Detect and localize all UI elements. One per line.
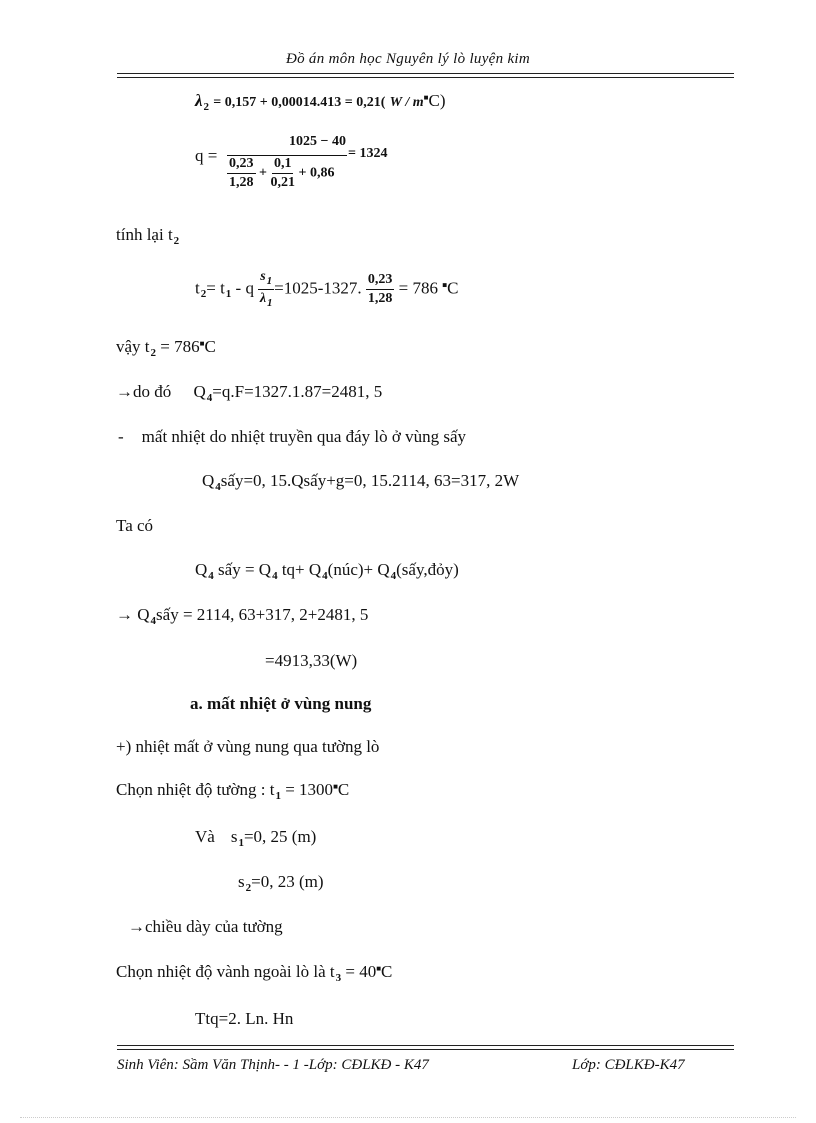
page-bottom-divider (20, 1117, 796, 1118)
q4-result-value: =4913,33(W) (265, 651, 358, 670)
arrow-right-icon: → (116, 382, 133, 401)
thickness-s2: $s_2=0$, 23 (m) (238, 872, 324, 894)
heat-loss-bullet: - mất nhiệt do nhiệt truyền qua đáy lò ở vùng sấy (118, 427, 467, 446)
wall-thickness-label: →chiều dày của tường (128, 917, 283, 936)
arrow-right-icon: → (116, 605, 133, 624)
heat-loss-wall-note: +) nhiệt mất ở vùng nung qua tường lò (116, 737, 380, 756)
t2-formula: $t_2= t_1 - q$ $\frac{s_1}{\lambda_1}$ =1025-1327. $\frac{0,23}{1,28}$ = 786 ■C (195, 269, 459, 309)
ttq-formula: Ttq=2. Ln. Hn (195, 1009, 294, 1028)
ta-co-label: Ta có (116, 516, 154, 535)
choose-t1: Chọn nhiệt độ tường : $t_1 = 1300^■C$ (116, 780, 350, 802)
t2-result: vậy $t_2 = 786^■C$ (116, 337, 216, 359)
header-rule-bottom (117, 77, 734, 78)
recalc-t2-label: tính lại $t_2$ (116, 225, 180, 247)
thickness-s1: Và $s_1=0$, 25 (m) (195, 827, 317, 849)
page-header: Đồ án môn học Nguyên lý lò luyện kim (285, 51, 531, 67)
arrow-right-icon: → (128, 917, 145, 936)
choose-t3: Chọn nhiệt độ vành ngoài lò là $t_3 = 40^■C$ (116, 962, 393, 984)
page-footer (117, 1058, 734, 1073)
q4-drying-total: → $Q_4sấy = 2114$, 63+317, 2+2481, 5 (116, 605, 369, 627)
section-heading-a: a. mất nhiệt ở vùng nung (190, 694, 372, 713)
footer-rule-top (117, 1045, 734, 1046)
q4-drying-equation: $Q_4sấy=0$, 15.Qsấy+g=0, 15.2114, 63=317, 2W (202, 471, 520, 493)
footer-right: Lớp: CĐLKĐ-K47 (572, 1057, 685, 1073)
footer-rule-bottom (117, 1049, 734, 1050)
therefore-q4: →do đó $Q_4=q.F=1327.1.87=2481$, 5 (116, 382, 383, 404)
footer-left: Sinh Viên: Sầm Văn Thịnh- - 1 -Lớp: CĐLKĐ - K47 (117, 1057, 429, 1073)
header-rule-top (117, 73, 734, 74)
q4-sum-equation: $Q_4$ sấy = $Q_4$ $tq+ Q_4(núc)+$ $Q_4(sấy,đỏy)$ (195, 560, 459, 582)
lambda2-equation: $\lambda_2 = 0,157 + 0,00014.413 = 0,21$( W / m■C) (195, 91, 446, 113)
